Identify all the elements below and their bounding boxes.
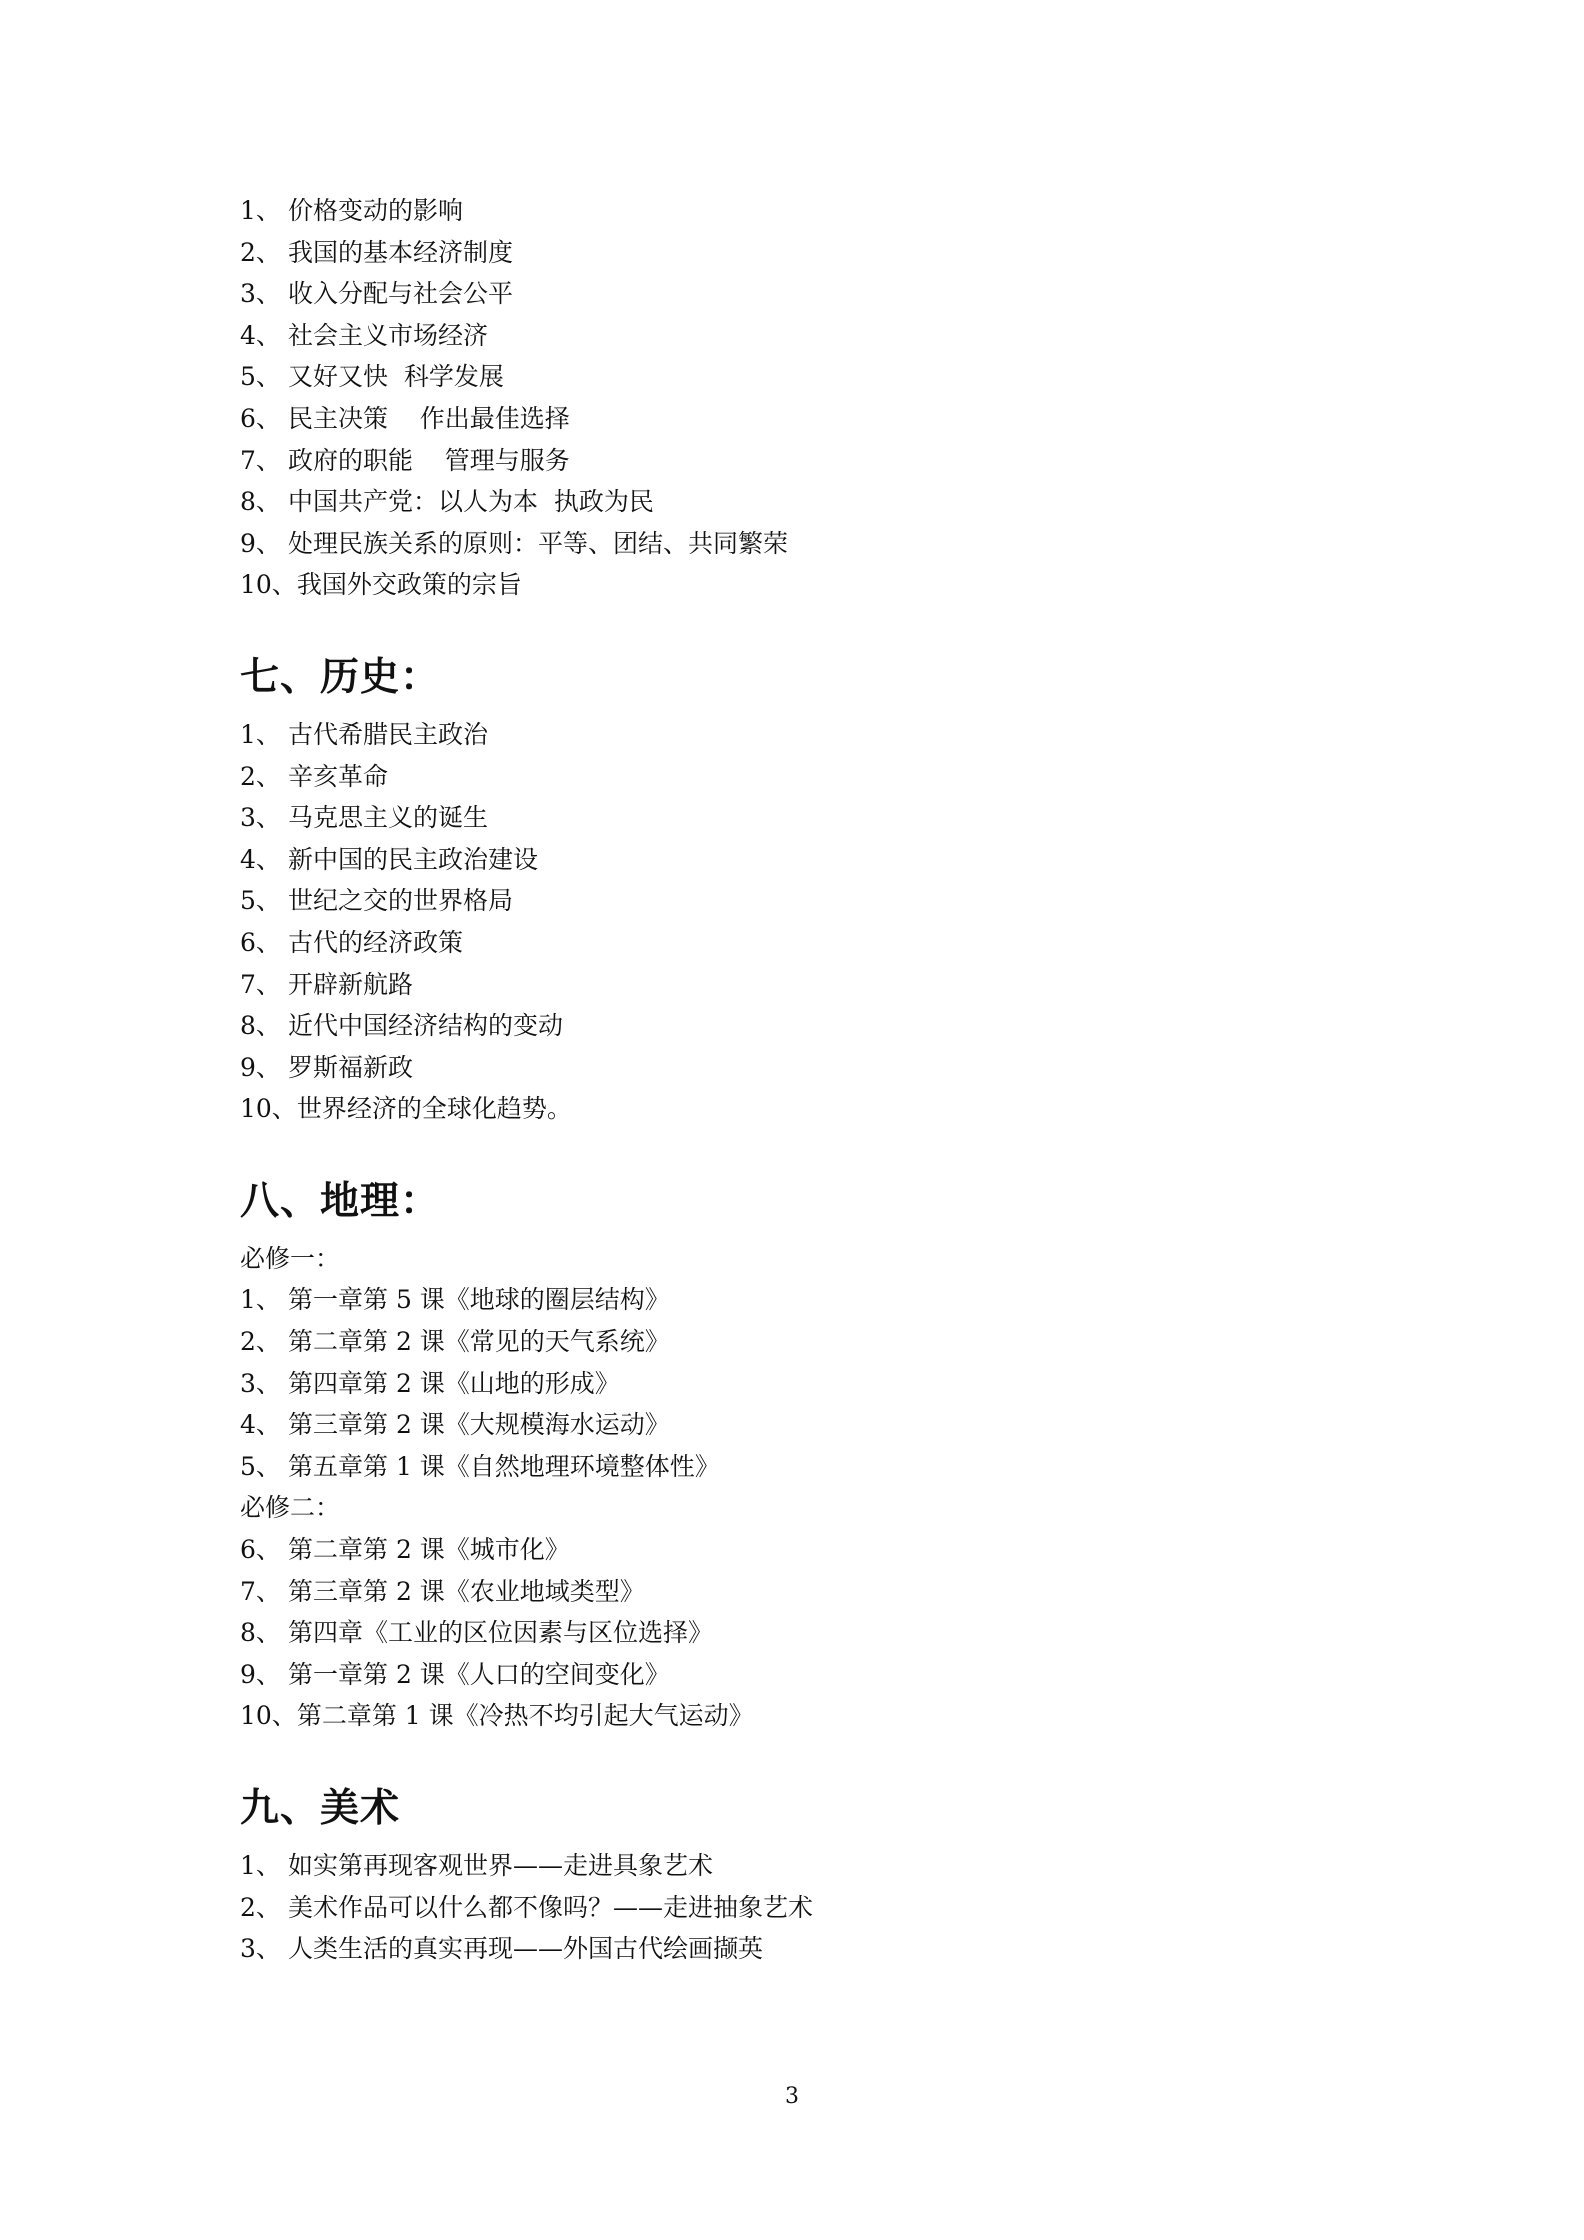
- item-number: 5、: [240, 886, 281, 916]
- item-text: 第一章第 2 课《人口的空间变化》: [288, 1659, 670, 1689]
- item-number: 7、: [240, 1576, 281, 1606]
- list-item: [240, 190, 1360, 232]
- item-number: 7、: [240, 969, 281, 999]
- item-text: 世纪之交的世界格局: [288, 886, 514, 916]
- item-text: 罗斯福新政: [288, 1052, 414, 1082]
- list-item: [240, 564, 1360, 606]
- item-number: 3、: [240, 1934, 281, 1964]
- item-text: 开辟新航路: [288, 969, 414, 999]
- list-item: [240, 756, 1360, 798]
- list-item: [240, 1005, 1360, 1047]
- list-item: [240, 273, 1360, 315]
- item-number: 10、: [240, 1701, 297, 1731]
- subsection-label: 必修二：: [240, 1493, 341, 1523]
- politics-list: [240, 190, 1360, 606]
- list-item: [240, 1887, 1360, 1929]
- item-text: 中国共产党：以人为本 执政为民: [288, 487, 654, 517]
- list-item: [240, 1047, 1360, 1089]
- item-text: 美术作品可以什么都不像吗？——走进抽象艺术: [288, 1892, 814, 1922]
- item-number: 3、: [240, 279, 281, 309]
- item-number: 8、: [240, 487, 281, 517]
- item-text: 古代的经济政策: [288, 927, 464, 957]
- item-text: 如实第再现客观世界——走进具象艺术: [288, 1851, 714, 1880]
- item-text: 价格变动的影响: [288, 196, 464, 225]
- item-number: 2、: [240, 761, 281, 791]
- item-text: 我国的基本经济制度: [288, 237, 514, 267]
- list-item: [240, 1279, 1360, 1321]
- item-number: 7、: [240, 445, 281, 475]
- item-text: 收入分配与社会公平: [288, 279, 514, 309]
- list-item: [240, 1446, 1360, 1488]
- list-item: [240, 1845, 1360, 1887]
- item-text: 近代中国经济结构的变动: [288, 1011, 564, 1041]
- list-item: [240, 1088, 1360, 1130]
- item-text: 古代希腊民主政治: [288, 719, 489, 749]
- item-text: 马克思主义的诞生: [288, 803, 489, 833]
- section-heading-art: 九、美术: [240, 1786, 401, 1831]
- item-number: 6、: [240, 927, 281, 957]
- history-list: [240, 714, 1360, 1130]
- page-content: [240, 190, 1360, 1970]
- item-number: 4、: [240, 1410, 281, 1440]
- item-number: 8、: [240, 1011, 281, 1041]
- item-number: 2、: [240, 1892, 281, 1922]
- subsection-label: 必修一：: [240, 1243, 341, 1273]
- list-item: [240, 398, 1360, 440]
- item-number: 3、: [240, 1368, 281, 1398]
- item-text: 第四章第 2 课《山地的形成》: [288, 1368, 620, 1398]
- item-number: 10、: [240, 570, 297, 600]
- list-item: [240, 964, 1360, 1006]
- art-list: [240, 1845, 1360, 1970]
- list-item: [240, 1529, 1360, 1571]
- list-item: [240, 1571, 1360, 1613]
- item-text: 民主决策 作出最佳选择: [288, 403, 570, 433]
- item-text: 辛亥革命: [288, 761, 389, 791]
- section-heading-geography: 八、地理：: [240, 1178, 441, 1224]
- item-number: 10、: [240, 1094, 297, 1124]
- list-item: [240, 1404, 1360, 1446]
- item-text: 人类生活的真实再现——外国古代绘画撷英: [288, 1934, 764, 1964]
- list-item: [240, 481, 1360, 523]
- item-text: 又好又快 科学发展: [288, 362, 504, 392]
- list-item: [240, 1321, 1360, 1363]
- item-number: 1、: [240, 1285, 281, 1315]
- item-text: 社会主义市场经济: [288, 320, 489, 350]
- item-text: 第三章第 2 课《农业地域类型》: [288, 1576, 645, 1606]
- item-text: 新中国的民主政治建设: [288, 844, 539, 874]
- list-item: [240, 880, 1360, 922]
- geography-list: [240, 1238, 1360, 1737]
- item-number: 9、: [240, 528, 281, 558]
- list-item: [240, 1928, 1360, 1970]
- page-number: 3: [785, 2084, 799, 2109]
- item-number: 6、: [240, 403, 281, 433]
- list-item: [240, 714, 1360, 756]
- list-item: [240, 315, 1360, 357]
- list-item: [240, 797, 1360, 839]
- item-text: 我国外交政策的宗旨: [296, 570, 522, 600]
- item-text: 第二章第 2 课《城市化》: [288, 1535, 570, 1565]
- list-item: [240, 440, 1360, 482]
- item-number: 1、: [240, 719, 281, 749]
- section-heading-history: 七、历史：: [240, 654, 441, 700]
- list-item: [240, 1612, 1360, 1654]
- item-text: 第一章第 5 课《地球的圈层结构》: [288, 1285, 670, 1315]
- list-item: [240, 1654, 1360, 1696]
- item-number: 9、: [240, 1659, 281, 1689]
- item-number: 8、: [240, 1618, 281, 1648]
- item-text: 第三章第 2 课《大规模海水运动》: [288, 1410, 670, 1440]
- list-item: [240, 1695, 1360, 1737]
- item-text: 第二章第 2 课《常见的天气系统》: [288, 1327, 670, 1357]
- item-number: 1、: [240, 196, 281, 225]
- item-text: 世界经济的全球化趋势。: [296, 1094, 572, 1124]
- item-number: 3、: [240, 803, 281, 833]
- item-number: 2、: [240, 237, 281, 267]
- item-number: 4、: [240, 844, 281, 874]
- item-number: 6、: [240, 1535, 281, 1565]
- item-number: 1、: [240, 1851, 281, 1880]
- item-text: 第二章第 1 课《冷热不均引起大气运动》: [296, 1701, 754, 1731]
- item-text: 政府的职能 管理与服务: [288, 445, 570, 475]
- list-item: [240, 1363, 1360, 1405]
- list-item: [240, 839, 1360, 881]
- item-text: 第五章第 1 课《自然地理环境整体性》: [288, 1451, 720, 1481]
- item-text: 第四章《工业的区位因素与区位选择》: [288, 1618, 714, 1648]
- item-number: 2、: [240, 1327, 281, 1357]
- list-item: [240, 356, 1360, 398]
- item-text: 处理民族关系的原则：平等、团结、共同繁荣: [288, 528, 789, 558]
- item-number: 5、: [240, 362, 281, 392]
- item-number: 9、: [240, 1052, 281, 1082]
- list-item: [240, 523, 1360, 565]
- item-number: 5、: [240, 1451, 281, 1481]
- item-number: 4、: [240, 320, 281, 350]
- list-item: [240, 922, 1360, 964]
- list-item: [240, 232, 1360, 274]
